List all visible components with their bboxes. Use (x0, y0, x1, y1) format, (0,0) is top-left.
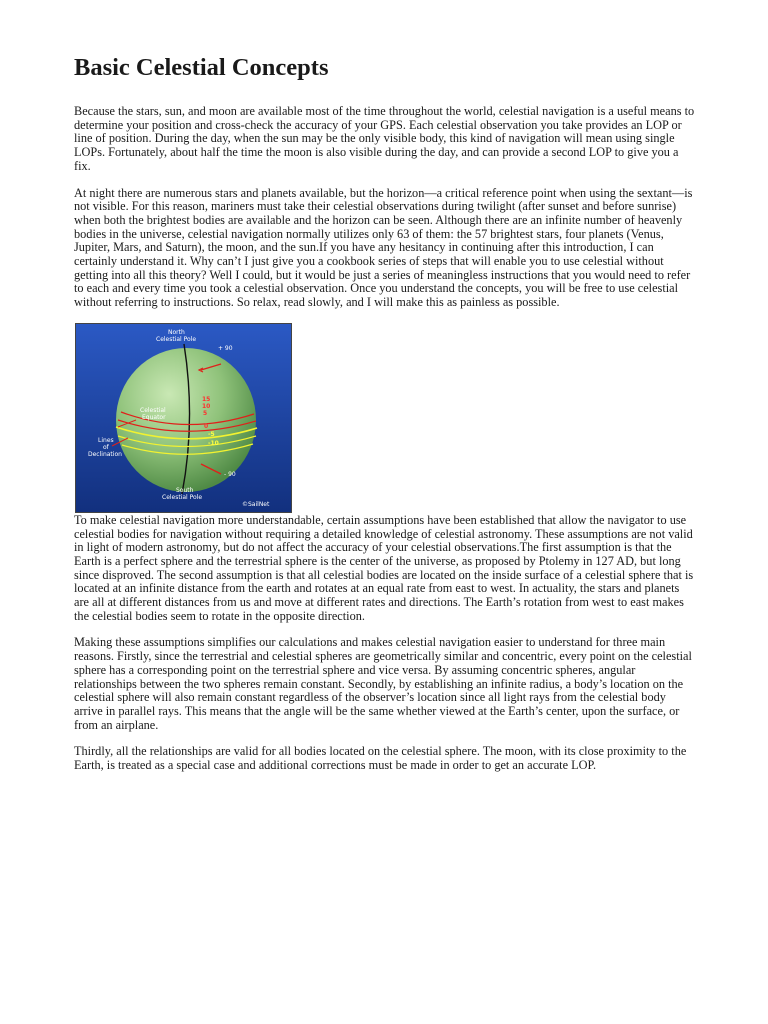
mark-plus90: + 90 (218, 344, 233, 352)
south-pole-label-2: Celestial Pole (162, 493, 203, 501)
mark-15: 15 (202, 395, 211, 403)
figure-credit: ©SailNet (242, 500, 270, 508)
mark-0: 0 (204, 422, 209, 430)
paragraph-3: To make celestial navigation more understandable, certain assumptions have been established that allow the navigator to use celestial bodies for navigation without requiring a detailed knowledge of celestial astronomy. These assumptions are not valid in light of modern astronomy, but do not affect the accuracy of your celestial observations.The first assumption is that the Earth is a perfect sphere and the terrestrial sphere is the center of the universe, as proposed by Ptolemy in 127 AD, but long since disproved. The second assumption is that all celestial bodies are located on the inside surface of a celestial sphere that is located at an infinite distance from the earth and rotates at an equal rate from east to west. In actuality, the stars and planets are all at different distances from us and move at different rates and directions. The Earth’s rotation from west to east makes the celestial bodies seem to rotate in the opposite direction. (74, 512, 694, 623)
mark-5: 5 (203, 409, 208, 417)
mark-minus5: -5 (208, 430, 215, 438)
lines-label-1: Lines (98, 436, 114, 444)
paragraph-5: Thirdly, all the relationships are valid for all bodies located on the celestial sphere. The moon, with its close proximity to the Earth, is treated as a special case and additional corrections must be made in order to get an accurate LOP. (74, 744, 687, 773)
paragraph-2: At night there are numerous stars and planets available, but the horizon—a critical reference point when using the sextant—is not visible. For this reason, mariners must take their celestial observations during twilight (after sunset and before sunrise) when both the brightest bodies are available and the horizon can be seen. Although there are an infinite number of heavenly bodies in the universe, celestial navigation normally utilizes only 63 of them: the 57 brightest stars, four planets (Venus, Jupiter, Mars, and Saturn), the moon, and the sun.If you have any hesitancy in continuing after this introduction, I can certainly understand it. Why can’t I just give you a cookbook series of steps that will enable you to use celestial without getting into all this theory? Well I could, but it would be just a series of meaningless instructions that you would need to refer to each and every time you took a celestial observation. Once you understand the concepts, you will be free to use celestial without referring to instructions. So relax, read slowly, and I will make this as painless as possible. (74, 185, 693, 310)
lines-label-2: of (103, 443, 109, 451)
paragraph-4: Making these assumptions simplifies our calculations and makes celestial navigation easier to understand for three main reasons. Firstly, since the terrestrial and celestial spheres are geometrically similar and concentric, every point on the celestial sphere has a corresponding point on the terrestrial sphere and vice versa. By assuming concentric spheres, angular relationships between the two spheres remain constant. Secondly, by establishing an infinite radius, a body’s location on the celestial sphere will also remain constant regardless of the observer’s location since all light rays from the celestial body arrive in parallel rays. This means that the angle will be the same whether viewed at the Earth’s center, upon the surface, or from an airplane. (74, 635, 692, 732)
north-pole-label-2: Celestial Pole (156, 335, 197, 343)
page-title: Basic Celestial Concepts (74, 54, 329, 81)
mark-minus10: -10 (208, 439, 219, 447)
paragraph-1: Because the stars, sun, and moon are available most of the time throughout the world, celestial navigation is a useful means to determine your position and cross-check the accuracy of your GPS. Each celestial observation you take provides an LOP or line of position. During the day, when the sun may be the only visible body, this kind of navigation will mean using single LOPs. Fortunately, about half the time the moon is also visible during the day, and can provide a second LOP to give you a fix. (74, 104, 695, 173)
south-pole-label-1: South (176, 486, 194, 494)
document-page (74, 52, 696, 786)
north-pole-label-1: North (168, 328, 185, 336)
celestial-sphere-figure (75, 323, 292, 513)
mark-10: 10 (202, 402, 211, 410)
mark-minus90: - 90 (224, 470, 236, 478)
equator-label-2: Equator (142, 413, 166, 421)
lines-label-3: Declination (88, 450, 122, 458)
celestial-sphere-diagram (76, 324, 291, 512)
equator-label-1: Celestial (140, 406, 166, 414)
